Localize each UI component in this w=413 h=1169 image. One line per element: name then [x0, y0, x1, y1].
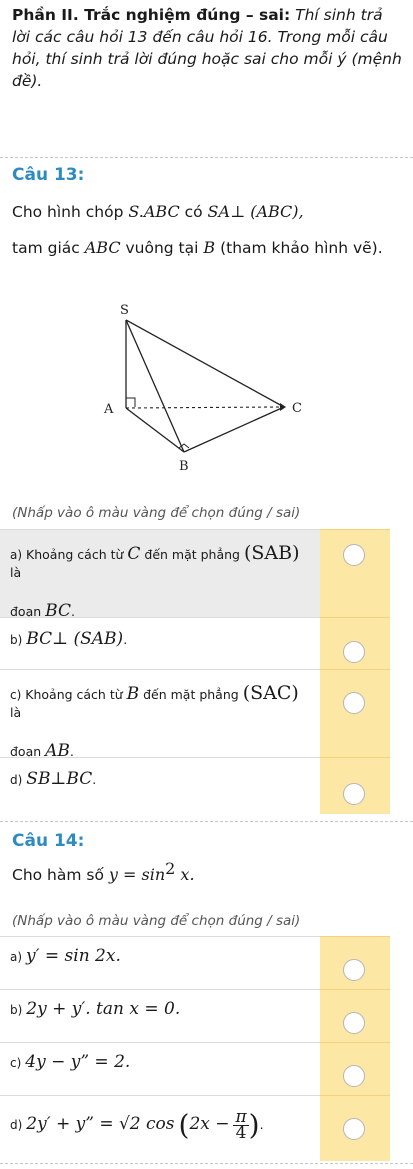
option-label: d) — [10, 1118, 23, 1132]
option-math: 2y′ + y” = √2 cos — [26, 1114, 175, 1134]
q13-option-a — [0, 529, 320, 621]
option-math: SB⊥BC — [26, 769, 93, 789]
question-14-heading: Câu 14: — [12, 831, 85, 851]
option-math: y′ = sin 2x. — [26, 946, 121, 966]
option-math: C — [127, 544, 141, 564]
divider — [0, 1163, 413, 1164]
option-text: đến mặt phẳng — [140, 547, 244, 562]
divider — [0, 821, 413, 822]
arrow-marker — [280, 403, 286, 411]
option-text: . — [69, 744, 74, 759]
option-math-paren: ) — [248, 1108, 260, 1142]
q13-math-pyramid: S.ABC — [128, 202, 180, 221]
answer-toggle-circle[interactable] — [343, 1012, 365, 1034]
option-label: a) — [10, 548, 23, 562]
q13-option-b — [0, 617, 320, 669]
label-c: C — [292, 401, 302, 416]
answer-toggle-circle[interactable] — [343, 641, 365, 663]
q14-option-d — [0, 1095, 320, 1160]
option-label: c) — [10, 688, 22, 702]
option-text: là — [10, 565, 22, 580]
option-label: b) — [10, 1003, 23, 1017]
q14-math-exponent: 2 — [165, 859, 176, 878]
q14-answer-a[interactable] — [320, 936, 390, 990]
section-intro — [12, 4, 404, 92]
pyramid-figure — [80, 300, 320, 490]
label-a: A — [104, 402, 114, 417]
edge-bc — [184, 407, 284, 452]
answer-toggle-circle[interactable] — [343, 959, 365, 981]
q13-answer-b[interactable] — [320, 617, 390, 670]
question-13-heading: Câu 13: — [12, 165, 85, 185]
question-14-text — [12, 858, 404, 886]
q14-option-a — [0, 936, 320, 989]
option-math: BC⊥ (SAB) — [26, 629, 124, 649]
option-math: (SAC) — [242, 682, 299, 704]
q13-text-part: có — [179, 203, 208, 221]
answer-toggle-circle[interactable] — [343, 544, 365, 566]
option-label: b) — [10, 633, 23, 647]
option-text: Khoảng cách từ — [25, 687, 127, 702]
q13-answer-d[interactable] — [320, 757, 390, 814]
q13-hint: (Nhấp vào ô màu vàng để chọn đúng / sai) — [12, 505, 301, 521]
right-angle-marker-a — [126, 398, 135, 407]
answer-toggle-circle[interactable] — [343, 1118, 365, 1140]
option-text: đoạn — [10, 604, 46, 619]
q14-answer-d[interactable] — [320, 1095, 390, 1161]
q14-hint: (Nhấp vào ô màu vàng để chọn đúng / sai) — [12, 913, 301, 929]
option-text: . — [70, 604, 75, 619]
label-b: B — [179, 459, 189, 474]
option-label: d) — [10, 773, 23, 787]
section-title: Phần II. Trắc nghiệm đúng – sai: — [12, 6, 291, 24]
q13-text-part: (tham khảo hình vẽ). — [215, 239, 383, 257]
option-text: . — [259, 1117, 264, 1132]
option-math: 2y + y′. tan x = 0. — [26, 999, 181, 1019]
option-text: là — [10, 705, 22, 720]
question-13-text — [12, 194, 404, 266]
option-math: BC — [45, 601, 71, 621]
fraction-denominator: 4 — [235, 1123, 247, 1143]
option-math-fraction — [233, 1107, 248, 1143]
q13-option-c — [0, 669, 320, 761]
option-math: 4y − y” = 2. — [25, 1052, 131, 1072]
answer-toggle-circle[interactable] — [343, 783, 365, 805]
edge-sc — [126, 320, 284, 407]
answer-toggle-circle[interactable] — [343, 692, 365, 714]
option-label: a) — [10, 950, 23, 964]
divider — [0, 157, 413, 158]
option-text: . — [92, 772, 97, 787]
q13-text-part: Cho hình chóp — [12, 203, 129, 221]
edge-ac-hidden — [126, 407, 280, 408]
q13-math-vertex: B — [203, 238, 216, 257]
option-math-paren: ( — [178, 1108, 190, 1142]
q14-answer-b[interactable] — [320, 989, 390, 1043]
option-text: đến mặt phẳng — [139, 687, 243, 702]
edge-sb — [126, 320, 184, 452]
q13-option-d — [0, 757, 320, 813]
q14-option-b — [0, 989, 320, 1042]
option-math: AB — [45, 741, 70, 761]
option-text: Khoảng cách từ — [26, 547, 128, 562]
q14-text-part: Cho hàm số — [12, 866, 109, 885]
q13-text-part: vuông tại — [120, 239, 204, 257]
option-math: 2x − — [189, 1114, 230, 1134]
q14-math-variable: x. — [175, 865, 195, 885]
fraction-numerator: π — [235, 1107, 247, 1127]
answer-toggle-circle[interactable] — [343, 1065, 365, 1087]
option-text: đoạn — [10, 744, 46, 759]
q14-answer-c[interactable] — [320, 1042, 390, 1096]
q14-math-function: y = sin — [108, 865, 166, 885]
q13-answer-c[interactable] — [320, 669, 390, 758]
option-math: B — [126, 684, 140, 704]
q13-answer-a[interactable] — [320, 529, 390, 618]
edge-ab — [126, 408, 184, 452]
q13-text-part: tam giác — [12, 239, 85, 257]
q13-math-condition: SA⊥ (ABC), — [207, 202, 304, 221]
q14-option-c — [0, 1042, 320, 1095]
option-label: c) — [10, 1056, 22, 1070]
q13-math-triangle: ABC — [84, 238, 121, 257]
option-math: (SAB) — [243, 542, 300, 564]
section-instruction: Thí sinh trả lời các câu hỏi 13 đến câu hỏi 16. Trong mỗi câu hỏi, thí sinh trả lời đúng hoặc sai cho mỗi ý (mệnh đề). — [12, 6, 402, 90]
option-text: . — [123, 632, 128, 647]
label-s: S — [120, 303, 129, 318]
